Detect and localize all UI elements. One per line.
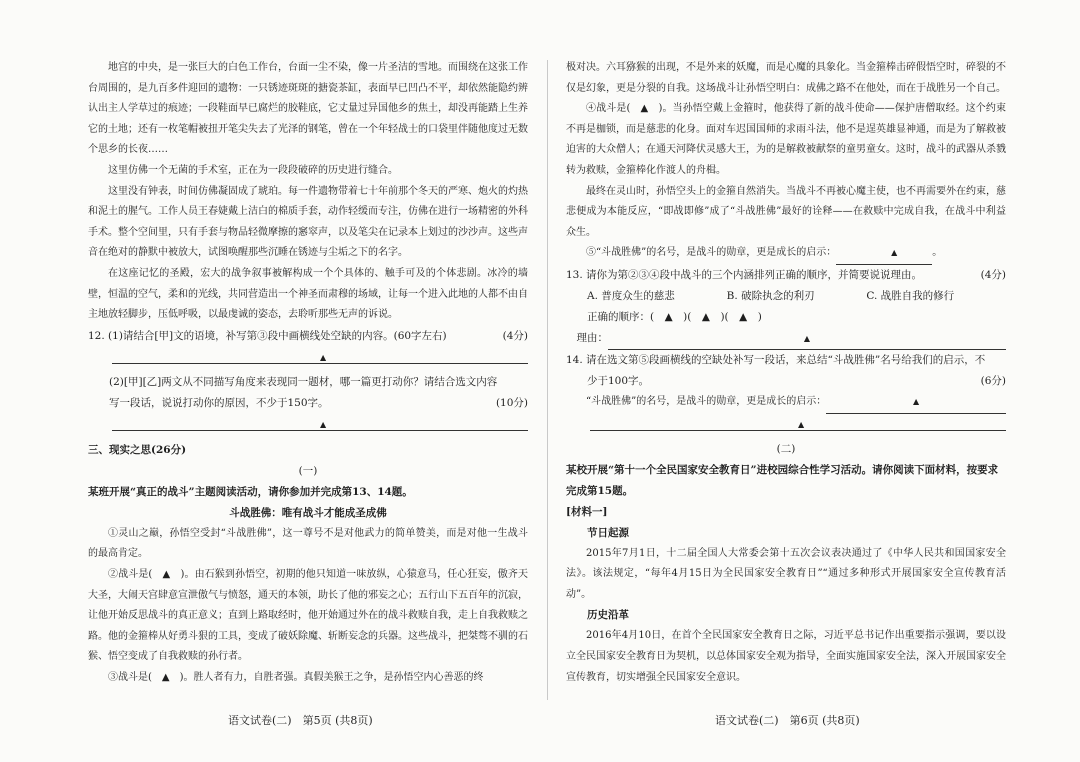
section-heading: 三、现实之思(26分) [88, 443, 187, 456]
question-points: (4分) [502, 329, 528, 342]
reason-row [566, 328, 1006, 350]
fill-in-blank[interactable] [826, 392, 1006, 414]
part-heading: (一) [298, 464, 318, 477]
order-answer[interactable]: 正确的顺序：( ▲ )( ▲ )( ▲ ) [587, 310, 762, 323]
answer-line[interactable] [112, 347, 528, 364]
passage-paragraph: 这里仿佛一个无菌的手术室，正在为一段段破碎的历史进行缝合。 [108, 164, 398, 176]
question-14: 14. 请在选文第⑤段画横线的空缺处补写一段话，来总结“斗战胜佛”名号给我们的启示，不 [566, 353, 986, 366]
reason-label: 理由： [576, 331, 608, 344]
option-b: B. 破除执念的利刃 [726, 289, 815, 302]
article-paragraph: ①灵山之巅，孙悟空受封“斗战胜佛”，这一尊号不是对他武力的简单赞美，而是对他一生战斗的最高肯定。 [88, 527, 528, 560]
fill-in-prompt: “斗战胜佛”的名号，是战斗的勋章，更是成长的启示： [586, 395, 827, 407]
article-paragraph: 极对决。六耳猕猴的出现，不是外来的妖魔，而是心魔的具象化。当金箍棒击碎假悟空时，碎裂的不仅是幻象，更是分裂的自我。这场战斗让孙悟空明白：成佛之路不在他处，而在于战胜另一个自己。 [566, 62, 1006, 94]
answer-marker: ▲ [891, 248, 898, 258]
answer-marker: ▲ [320, 352, 327, 362]
material-subheading: 节日起源 [587, 526, 629, 539]
question-13 [566, 265, 1006, 286]
reason-blank[interactable] [608, 328, 1006, 350]
activity-intro: 某校开展“第十一个全民国家安全教育日”进校园综合性学习活动。请你阅读下面材料，按要求完成第15题。 [566, 463, 999, 497]
article-paragraph: ③战斗是( ▲ )。胜人者有力，自胜者强。真假美猴王之争，是孙悟空内心善恶的终 [108, 671, 484, 683]
answer-marker: ▲ [913, 396, 920, 406]
question-points: (6分) [980, 374, 1006, 387]
passage-paragraph: 在这座记忆的圣殿，宏大的战争叙事被解构成一个个具体的、触手可及的个体悲剧。冰冷的墙壁，恒温的空气，柔和的光线，共同营造出一个神圣而肃穆的场域，让每一个进入此地的人都不由自主地放轻脚步，压低呼吸，以最虔诚的姿态，去聆听那些无声的诉说。 [88, 267, 528, 321]
left-page [88, 58, 528, 688]
material-label: [材料一] [566, 505, 608, 518]
activity-intro: 某班开展“真正的战斗”主题阅读活动，请你参加并完成第13、14题。 [88, 485, 413, 498]
passage-paragraph: 这里没有钟表，时间仿佛凝固成了琥珀。每一件遗物带着七十年前那个冬天的严寒、炮火的灼热和泥土的腥气。工作人员王春婕戴上洁白的棉质手套，动作轻缓而专注，仿佛在进行一场精密的外科手术。整个空间里，只有手套与物品轻微摩擦的窸窣声，以及笔尖在记录本上划过的沙沙声。这些声音在绝对的静默中被放大，试图唤醒那些沉睡在锈迹与尘垢之下的名字。 [88, 185, 528, 259]
paragraph-text: ⑤“斗战胜佛”的名号，是战斗的勋章，更是成长的启示： [586, 247, 837, 259]
question-12-2 [88, 372, 528, 393]
question-12-1 [88, 326, 528, 347]
question-12-2-cont [88, 393, 528, 414]
answer-marker: ▲ [798, 419, 805, 429]
article-paragraph: ④战斗是( ▲ )。当孙悟空戴上金箍时，他获得了新的战斗使命——保护唐僧取经。这个约束不再是枷锁，而是慈悲的化身。面对车迟国国师的求雨斗法，他不是逞英雄显神通，而是为了解救被迫害的大众僧人；在通天河降伏灵感大王，为的是解救被献祭的童男童女。这时，战斗的武器从杀戮转为救赎，金箍棒化作渡人的舟楫。 [566, 103, 1006, 176]
article-paragraph: ②战斗是( ▲ )。由石猴到孙悟空，初期的他只知道一味放纵，心猿意马，任心狂妄，傲齐天大圣，大闹天宫肆意宣泄傲气与愤怒，通天的本领，助长了他的邪妄之心；五行山下五百年的沉寂，让他开始反思战斗的真正意义；直到上路取经时，他开始通过外在的战斗救赎自我，走上自我救赎之路。他的金箍棒从好勇斗狠的工具，变成了破妖除魔、斩断妄念的兵器。这些战斗，把桀骜不驯的石猴、悟空变成了自我救赎的孙行者。 [88, 568, 528, 663]
article-paragraph: 最终在灵山时，孙悟空头上的金箍自然消失。当战斗不再被心魔主使，也不再需要外在约束，慈悲便成为本能反应，“即战即修”成了“斗战胜佛”最好的诠释——在救赎中完成自我，在战斗中利益众生。 [566, 185, 1006, 238]
page-footer-left: 语文试卷(二) 第5页 (共8页) [228, 714, 373, 727]
option-c: C. 战胜自我的修行 [866, 289, 955, 302]
question-points: (10分) [495, 396, 528, 409]
question-text: (2)[甲][乙]两文从不同描写角度来表现同一题材，哪一篇更打动你？请结合选文内容 [109, 375, 498, 388]
question-14-cont [566, 371, 1006, 392]
material-paragraph: 2016年4月10日，在首个全民国家安全教育日之际，习近平总书记作出重要指示强调，要以设立全民国家安全教育日为契机，以总体国家安全观为指导，全面实施国家安全法，深入开展国家安全宣传教育，切实增强全民国家安全意识。 [566, 630, 1006, 683]
options-row [566, 286, 1006, 307]
article-paragraph-5 [566, 243, 1006, 265]
option-a: A. 普度众生的慈悲 [587, 289, 675, 302]
paragraph-end: 。 [932, 247, 943, 259]
question-points: (4分) [980, 268, 1006, 281]
question-text: 少于100字。 [587, 374, 650, 387]
question-text: 写一段话，说说打动你的原因，不少于150字。 [109, 396, 329, 409]
inline-blank[interactable] [836, 243, 932, 265]
page-divider [547, 60, 548, 700]
material-paragraph: 2015年7月1日，十二届全国人大常委会第十五次会议表决通过了《中华人民共和国国家安全法》。该法规定，“每年4月15日为全民国家安全教育日”“通过多种形式开展国家安全宣传教育活动”。 [566, 547, 1006, 600]
answer-line[interactable] [112, 414, 528, 431]
answer-line[interactable] [590, 414, 1006, 431]
question-text: 13. 请你为第②③④段中战斗的三个内涵排列正确的顺序，并简要说说理由。 [566, 268, 923, 281]
answer-marker: ▲ [803, 333, 811, 343]
right-page [566, 58, 1006, 688]
answer-marker: ▲ [320, 419, 327, 429]
question-text: 12. (1)请结合[甲]文的语境，补写第③段中画横线处空缺的内容。(60字左右) [88, 329, 447, 342]
part-heading: (二) [776, 442, 796, 455]
page-footer-right: 语文试卷(二) 第6页 (共8页) [715, 714, 860, 727]
passage-paragraph: 地宫的中央，是一张巨大的白色工作台，台面一尘不染，像一片圣洁的雪地。而围绕在这张工作台周围的，是九百多件迎回的遗物：一只锈迹斑斑的搪瓷茶缸，表面早已凹凸不平，却依然能隐约辨认出主人学草过的痕迹；一段鞋面早已腐烂的胶鞋底，它丈量过异国他乡的焦土，却没再能踏上生养它的土地；还有一枚笔帽被扭开笔尖失去了光泽的钢笔，曾在一个年轻战士的口袋里伴随他度过无数个思乡的长夜…… [88, 62, 528, 156]
fill-in-row [566, 392, 1006, 414]
material-subheading: 历史沿革 [587, 609, 629, 622]
article-title: 斗战胜佛：唯有战斗才能成圣成佛 [229, 506, 387, 519]
